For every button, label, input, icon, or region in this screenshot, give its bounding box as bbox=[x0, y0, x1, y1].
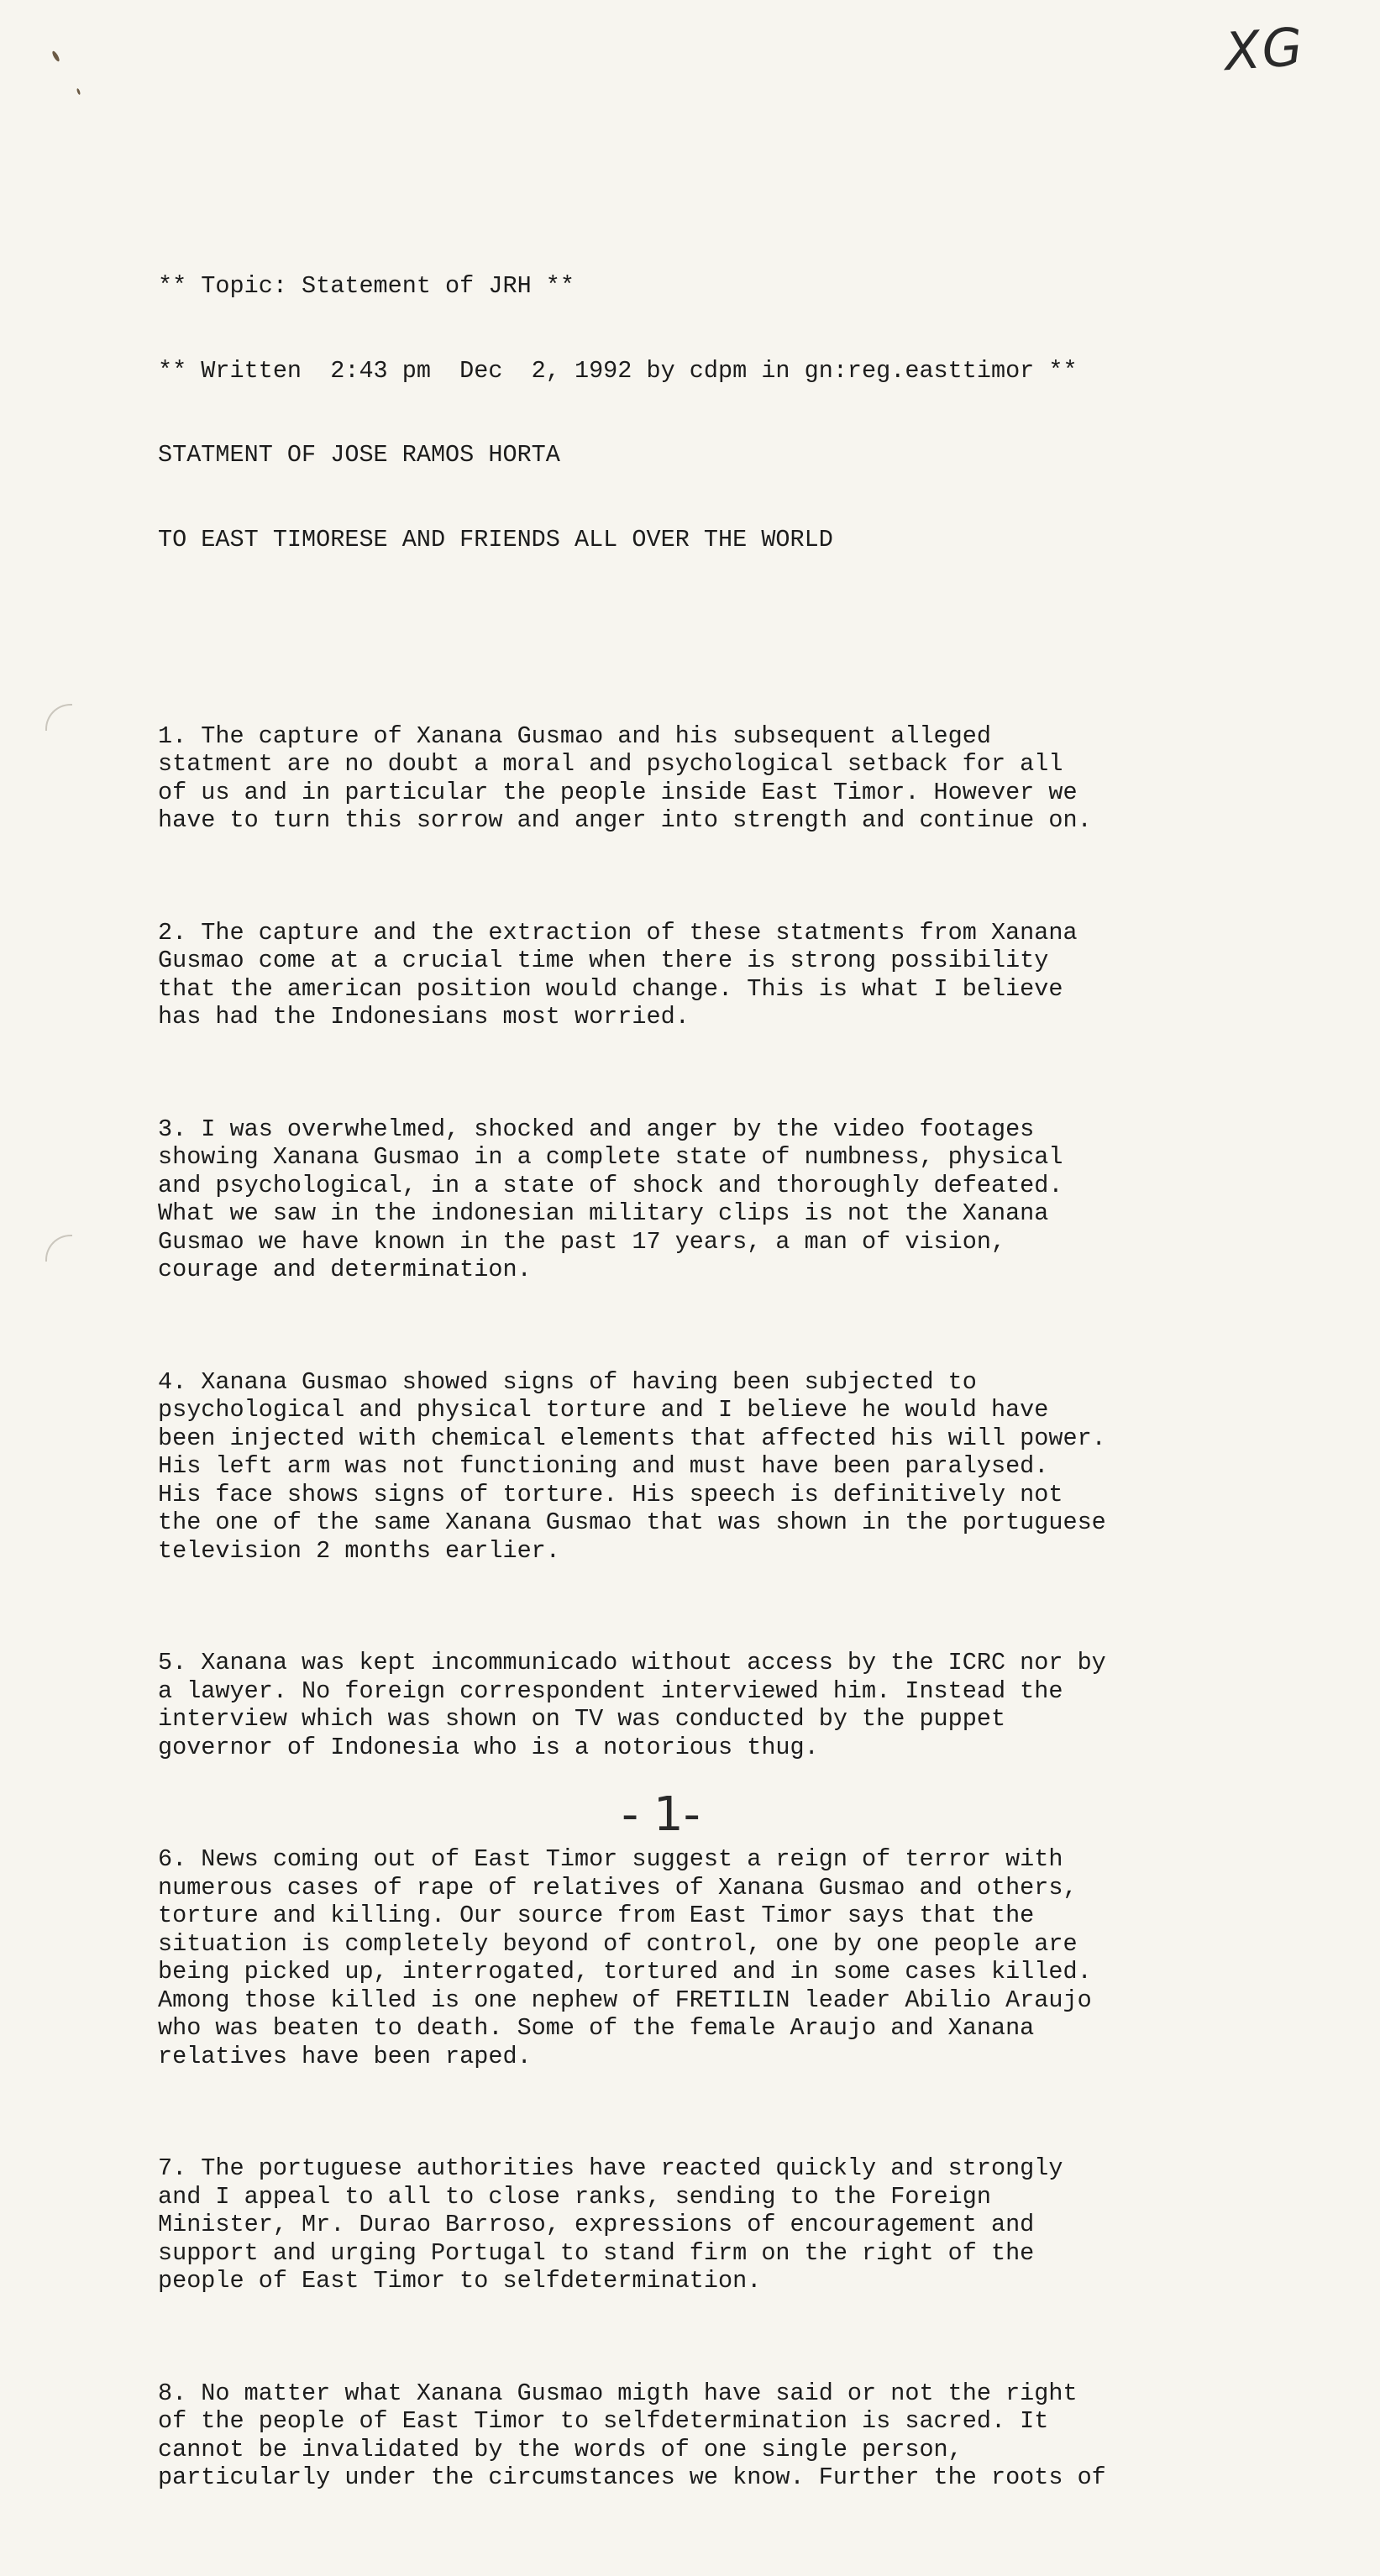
paragraph-5: 5. Xanana was kept incommunicado without access by the ICRC nor by a lawyer. No foreign correspondent interviewed him. Instead the interview which was shown on TV was conducted by the puppet governor of Indonesia who is a notorious thug. bbox=[158, 1649, 1106, 1761]
paragraph-6: 6. News coming out of East Timor suggest a reign of terror with numerous cases of rape of relatives of Xanana Gusmao and others, torture and killing. Our source from East Timor says that the situation is completely beyond of control, one by one people are being picked up, interrogated, tortured and in some cases killed. Among those killed is one nephew of FRETILIN leader Abilio Araujo who was beaten to death. Some of the female Araujo and Xanana relatives have been raped. bbox=[158, 1845, 1092, 2070]
handwritten-corner-mark: XG bbox=[1223, 15, 1307, 83]
scan-speck bbox=[51, 50, 60, 63]
paragraph-7: 7. The portuguese authorities have reacted quickly and strongly and I appeal to all to close ranks, sending to the Foreign Minister, Mr. Durao Barroso, expressions of encouragement and support and urging Portugal to stand firm on the right of the people of East Timor to selfdetermination. bbox=[158, 2154, 1063, 2295]
statement-audience-line: TO EAST TIMORESE AND FRIENDS ALL OVER THE WORLD bbox=[158, 525, 833, 553]
document-header bbox=[158, 216, 1267, 610]
statement-title-line: STATMENT OF JOSE RAMOS HORTA bbox=[158, 441, 560, 469]
topic-line: ** Topic: Statement of JRH ** bbox=[158, 272, 575, 300]
paragraph-2: 2. The capture and the extraction of these statments from Xanana Gusmao come at a crucial time when there is strong possibility that the american position would change. This is what I believe has had the Indonesians most worried. bbox=[158, 918, 1078, 1031]
punch-hole-mark bbox=[45, 704, 72, 731]
punch-hole-mark bbox=[45, 1235, 72, 1262]
handwritten-page-number: - 1- bbox=[622, 1787, 700, 1842]
paragraph-3: 3. I was overwhelmed, shocked and anger by the video footages showing Xanana Gusmao in a complete state of numbness, physical and psychological, in a state of shock and thoroughly defeated. What we saw in the indonesian military clips is not the Xanana Gusmao we have known in the past 17 years, a man of vision, courage and determination. bbox=[158, 1115, 1063, 1283]
paragraph-4: 4. Xanana Gusmao showed signs of having been subjected to psychological and physical torture and I believe he would have been injected with chemical elements that affected his will power. His left arm was not functioning and must have been paralysed. His face shows signs of torture. His speech is definitively not the one of the same Xanana Gusmao that was shown in the portuguese television 2 months earlier. bbox=[158, 1367, 1106, 1565]
document-body bbox=[158, 160, 1267, 2576]
paragraph-8: 8. No matter what Xanana Gusmao migth have said or not the right of the people of East Timor to selfdetermination is sacred. It cannot be invalidated by the words of one single person, particularly under the circumstances we know. Further the roots of bbox=[158, 2379, 1106, 2491]
scan-speck bbox=[76, 88, 81, 96]
written-line: ** Written 2:43 pm Dec 2, 1992 by cdpm in gn:reg.easttimor ** bbox=[158, 356, 1078, 385]
paragraph-1: 1. The capture of Xanana Gusmao and his subsequent alleged statment are no doubt a moral and psychological setback for all of us and in particular the people inside East Timor. However we have to turn this sorrow and anger into strength and continue on. bbox=[158, 721, 1092, 834]
